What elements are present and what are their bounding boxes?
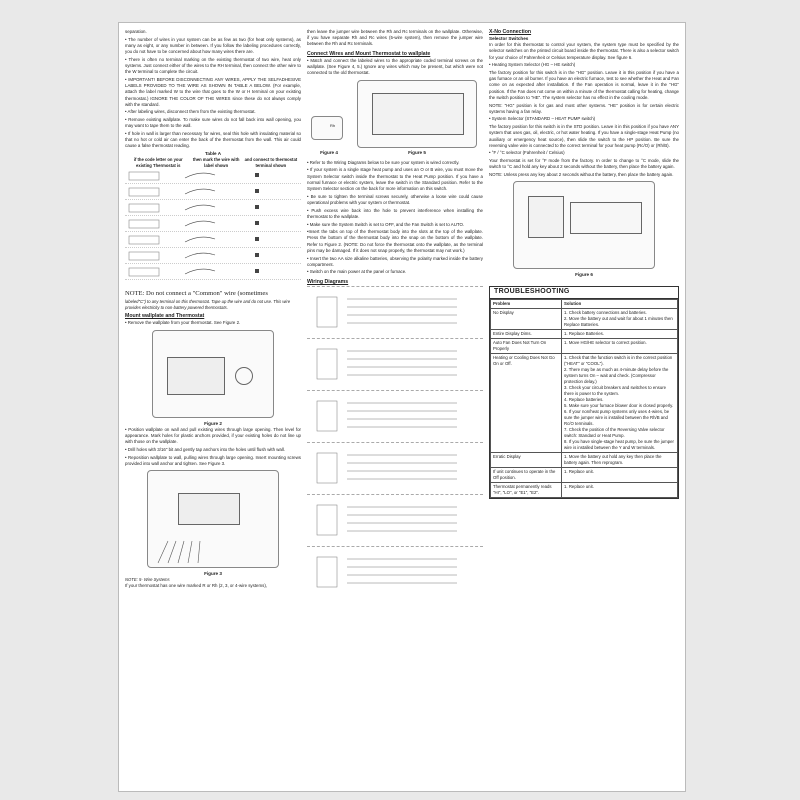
wiring-diagrams [307, 286, 483, 597]
solution-item: 6. If your non/heat pump systems only uses 4-wires, be sure the jumper wire is installed between the Rh/B and Rc/O terminals. [564, 408, 670, 426]
wire-row-illustration [125, 264, 301, 280]
figure-4-5-row [307, 78, 483, 160]
solution-item: 1. Replace unit. [564, 483, 594, 489]
five-wire-note: NOTE: 5- Wire Systems [125, 577, 170, 583]
problem-cell: No Display [491, 308, 562, 329]
common-wire-note: NOTE: Do not connect a "Common" wire (sometimes [125, 289, 268, 297]
x-no-connection-heading: X-No Connection [489, 29, 532, 35]
table-row [491, 308, 678, 329]
table-row [491, 482, 678, 497]
common-wire-note-detail: labeled"C") to any terminal on this thermostat. Tape up the wire and do not use. This wire provides electricity to non-battery powered thermostats. [125, 299, 291, 310]
table-row [491, 467, 678, 482]
troubleshooting-title: TROUBLESHOOTING [490, 287, 678, 298]
wiring-diagram [307, 390, 483, 441]
table-row [491, 329, 678, 338]
rh-label: Rh [330, 122, 336, 128]
solution-cell [562, 308, 678, 329]
solution-cell [562, 467, 678, 482]
para: • Match and connect the labeled wires to the appropriate coded terminal screws on the wallplate. (See Figure 4, 5.) Ignore any wires which may be present, but which were not connected to the old thermostat. [307, 57, 483, 76]
column-2 [307, 29, 483, 598]
para: • Switch on the main power at the panel or furnace. [307, 269, 407, 275]
solution-item: 7. Check the position of the Reversing Valve selector switch: Standard or Heat Pump. [564, 426, 665, 438]
wiring-diagram [307, 286, 483, 337]
wire-row-illustration [125, 216, 301, 232]
para: • If your system is a single stage heat pump and uses an O or B wire, you must move the System Selector switch inside the thermostat to the Heat Pump position. If you have a normal furnace or electric system, leave the switch in the Standard position. Refer to the System Selector section on the back for more information on this switch. [307, 167, 483, 192]
solution-item: 1. Check battery connections and batteries. [564, 309, 647, 315]
para: • There is often no terminal marking on the existing thermostat of two wire, heat only systems. Just connect either of the wires to the RH terminal, then connect the other wire to the W terminal to complete the circuit. [125, 56, 301, 75]
table-a-rows [125, 168, 301, 288]
wire-row-illustration [125, 168, 301, 184]
solution-cell [562, 452, 678, 467]
para: In order for this thermostat to control your system, the system type must be specified by the selector switches on the printed circuit board inside the thermostat. There is also a selector switch for your choice of Fahrenheit or Celsius temperature display. See figure 6. [489, 42, 679, 60]
figure-4-image [311, 116, 343, 140]
column-3 [489, 29, 679, 499]
table-a-header: then mark the wire with label shown [192, 157, 240, 168]
wire-row-illustration [125, 248, 301, 264]
manual-page [118, 22, 686, 792]
figure-3-caption: Figure 3 [204, 570, 222, 576]
para: •Insert the tabs on top of the thermostat body into the slots at the top of the wallplate. Press the bottom of the thermostat body into the snap on the bottom of the wallplate. Refer to Figure 2. (NOTE: Do not force the thermostat onto the wallplate, as the terminal pins may be damaged. If it does not snap properly, the thermostat may not work.) [307, 229, 483, 253]
para: NOTE: Unless press any key about 2 seconds without the battery, then place the battery again. [489, 172, 674, 178]
table-a-header: if the code letter on your existing Thermostat is [133, 157, 183, 168]
table-a-header: and connect to thermostat terminal shown [244, 157, 298, 168]
table-a-title: Table A [204, 151, 222, 157]
solution-item: 1. Check that the function switch is in the correct position ("HEAT" or "COOL"). [564, 354, 673, 366]
para: then leave the jumper wire between the Rh and Rc terminals on the wallplate. Otherwise, if you have separate Rh and Rc wires (5-wire system), then remove the jumper wire between the Rh and Rc terminals. [307, 29, 483, 47]
mount-wallplate-heading: Mount wallplate and Thermostat [125, 313, 205, 320]
top-line: separation. [125, 29, 147, 34]
figure-5-image [357, 80, 477, 148]
table-a [125, 157, 301, 167]
para: The factory position for this switch is in the STD position. Leave it in this position if you have ANY system that uses gas, oil, electric, or hot water heating. If you have a single-stage Heat Pump (no auxiliary or emergency heat source), then slide the switch to the HP position. Be sure the reversing valve wire is connected to the correct terminal for your heat pump (Rc/O) or (Rh/B). [489, 124, 679, 148]
figure-2-image [152, 330, 274, 418]
solution-cell [562, 482, 678, 497]
table-row [491, 452, 678, 467]
solution-item: 3. Check your circuit breakers and switches to ensure there is power to the system. [564, 384, 667, 396]
solution-item: 1. Move HG/HE selector to correct position. [564, 339, 647, 345]
figure-4-caption: Figure 4 [320, 149, 338, 155]
para: • Remove existing wallplate. To make sure wires do not fall back into wall opening, you may want to tape them to the wall. [125, 117, 301, 129]
problem-cell: Thermostat permanently reads "HI", "LO", or "E1", "E2". [491, 482, 562, 497]
table-row [491, 353, 678, 452]
wiring-diagram [307, 546, 483, 597]
para: The factory position for this switch is in the "HG" position. Leave it in this position if you have a gas furnace or an oil burner. If you have an electric furnace, test to see whether the Heat and Fan come on as expected after installation. If the Fan operation is normal, leave it in the "HG" position. If the Fan does not come on within a minute of the thermostat calling for heating, change the switch position to "HE". The system selector has no effect in the cooling mode. [489, 70, 679, 100]
wiring-diagrams-heading: Wiring Diagrams [307, 278, 349, 285]
solution-cell [562, 329, 678, 338]
wire-row-illustration [125, 184, 301, 200]
para: • Insert the two AA size alkaline batteries, observing the polarity marked inside the battery compartment. [307, 255, 483, 267]
para: • After labeling wires, disconnect them from the existing thermostat. [125, 109, 256, 115]
troubleshooting-header: Problem [491, 299, 562, 308]
figure-3-image [147, 470, 279, 568]
figure-2-caption: Figure 2 [204, 420, 222, 426]
selector-switches-subheading: Selector Switches [489, 36, 529, 41]
para: NOTE: "HG" position is for gas and most other systems. "HE" position is for certain electric systems having a fan relay. [489, 102, 679, 114]
solution-item: 1. Replace Batteries. [564, 330, 604, 336]
wiring-diagram [307, 494, 483, 545]
problem-cell: Auto Fan Does Not Turn On Properly [491, 338, 562, 353]
troubleshooting-box [489, 286, 679, 498]
para: • IMPORTANT! BEFORE DISCONNECTING ANY WIRES, APPLY THE SELFADHESIVE LABELS PROVIDED TO THE WIRE AS SHOWN IN TABLE A BELOW. (For example, attach the label marked W to the wire that goes to the W or H terminal on your existing thermostat.) IGNORE THE COLOR OF THE WIRES since these do not always comply with the standard. [125, 76, 301, 107]
wire-row-illustration [125, 200, 301, 216]
figure-6-image [513, 181, 655, 269]
solution-item: 4. Replace batteries. [564, 396, 604, 402]
solution-item: 1. Replace unit. [564, 468, 594, 474]
para: • System Selector (STANDARD – HEAT PUMP switch) [489, 116, 596, 122]
wiring-diagram [307, 338, 483, 389]
para: Your thermostat is set for °F mode from the factory. In order to change to °C mode, slide the switch to °C and hold any key about 2 seconds without the battery, then place the battery again. [489, 158, 679, 170]
problem-cell: If unit continues to operate in the Off position. [491, 467, 562, 482]
connect-wires-heading: Connect Wires and Mount Thermostat to wallplate [307, 50, 431, 57]
solution-cell [562, 353, 678, 452]
para: • Refer to the Wiring Diagrams below to be sure your system is wired correctly. [307, 159, 460, 165]
problem-cell: Erratic Display [491, 452, 562, 467]
para: If your thermostat has one wire marked R or Rh (2, 3, or 4-wire systems), [125, 582, 268, 588]
wiring-diagram [307, 442, 483, 493]
para: • Heating System Selector (HG – HE switch) [489, 62, 576, 68]
para: • Reposition wallplate to wall, pulling wires through large opening. Insert mounting screws provided into wall anchor and tighten. See Figure 3. [125, 454, 301, 466]
troubleshooting-table [490, 299, 678, 498]
table-row [491, 338, 678, 353]
para: • The number of wires in your system can be as few as two (for heat only systems), as many as eight, or any number in between. If you follow the labeling procedures correctly, you do not have to be concerned about how many wires there are. [125, 36, 301, 55]
solution-item: 1. Move the battery out hold any key then place the battery again. Then reprogram. [564, 453, 662, 465]
para: • Position wallplate on wall and pull existing wires through large opening. Then level for appearance. Mark holes for plastic anchors provided, if your existing holes do not line up with those on the wallplate. [125, 426, 301, 445]
para: • Make sure the System Switch is set to OFF, and the Fan Switch is set to AUTO. [307, 221, 465, 227]
troubleshooting-header: Solution [562, 299, 678, 308]
solution-item: 5. Make sure your furnace blower door is closed properly. [564, 402, 674, 408]
para: • Drill holes with 3/16" bit and gently tap anchors into the holes until flush with wall. [125, 446, 286, 452]
para: • Remove the wallplate from your thermostat. See Figure 2. [125, 320, 241, 326]
column-1 [125, 29, 301, 590]
problem-cell: Entire Display Dims. [491, 329, 562, 338]
solution-item: 8. If you have single-stage heat pump, be sure the jumper wire is installed between the Y and W terminals. [564, 438, 674, 450]
solution-item: 2. Move the battery out and wait for about 1 minutes then Replace Batteries. [564, 315, 673, 327]
wire-row-illustration [125, 232, 301, 248]
para: • Push excess wire back into the hole to prevent interference when installing the thermostat to the wallplate. [307, 207, 483, 219]
problem-cell: Heating or Cooling Does Not Go On or Off. [491, 353, 562, 452]
para: • If hole in wall is larger than necessary for wires, seal this hole with insulating material so that no hot or cold air can enter the back of the thermostat from the wall. This air could cause a false thermostat reading. [125, 131, 301, 149]
para: • Be sure to tighten the terminal screws securely, otherwise a loose wire could cause operational problems with your system or thermostat. [307, 193, 483, 205]
figure-6-caption: Figure 6 [575, 272, 593, 278]
solution-item: 2. There may be as much as 4-minute delay before the system turns On – wait and check. (Compressor protection delay.) [564, 366, 669, 384]
figure-5-caption: Figure 5 [408, 149, 426, 155]
solution-cell [562, 338, 678, 353]
para: • °F / °C selector (Fahrenheit / Celsius) [489, 150, 565, 156]
